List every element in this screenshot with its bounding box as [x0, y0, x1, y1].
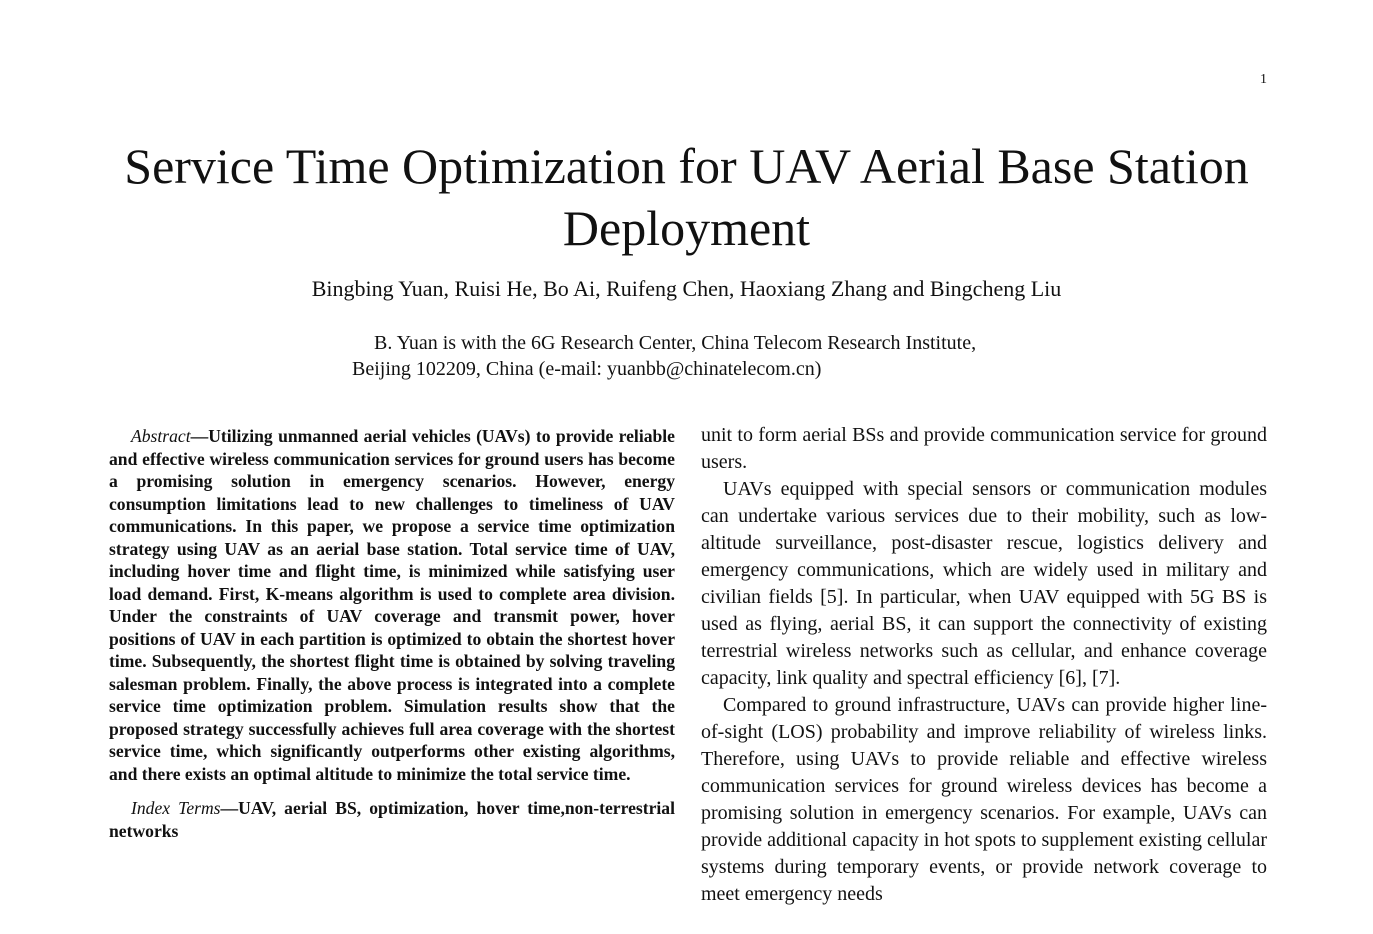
abstract-label: Abstract — [131, 426, 191, 446]
body-paragraph-1: unit to form aerial BSs and provide communication service for ground users. — [701, 424, 1267, 473]
index-terms-text: UAV, aerial BS, optimization, hover time,non-terrestrial networks — [109, 798, 675, 841]
author-list: Bingbing Yuan, Ruisi He, Bo Ai, Ruifeng Chen, Haoxiang Zhang and Bingcheng Liu — [311, 276, 1062, 301]
page-number: 1 — [1260, 72, 1267, 87]
index-terms-label: Index Terms — [131, 798, 221, 818]
paper-title: Service Time Optimization for UAV Aerial Base Station Deployment — [124, 138, 1249, 256]
affiliation-line-2: Beijing 102209, China (e-mail: yuanbb@chinatelecom.cn) — [352, 358, 822, 380]
body-paragraph-3: Compared to ground infrastructure, UAVs can provide higher line-of-sight (LOS) probability and improve reliability of wireless links. Therefore, using UAVs to provide reliable and effective wireless communication services for ground wireless devices has become a promising solution in emergency scenarios. For example, UAVs can provide additional capacity in hot spots to supplement existing cellular systems during temporary events, or provide network coverage to meet emergency needs — [701, 694, 1267, 905]
affiliation-block — [352, 330, 1112, 382]
body-paragraph-2: UAVs equipped with special sensors or communication modules can undertake various services due to their mobility, such as low-altitude surveillance, post-disaster rescue, logistics delivery and emergency communications, which are widely used in military and civilian fields [5]. In particular, when UAV equipped with 5G BS is used as flying, aerial BS, it can support the connectivity of existing terrestrial wireless networks such as cellular, and enhance coverage capacity, link quality and spectral efficiency [6], [7]. — [701, 478, 1267, 689]
left-column — [109, 425, 675, 842]
index-terms-paragraph — [109, 797, 675, 842]
right-column — [701, 422, 1267, 908]
abstract-dash: — — [190, 426, 209, 446]
abstract-text: Utilizing unmanned aerial vehicles (UAVs) to provide reliable and effective wireless communication services for ground users has become a promising solution in emergency scenarios. However, energy consumption limitations lead to new challenges to timeliness of UAV communications. In this paper, we propose a service time optimization strategy using UAV as an aerial base station. Total service time of UAV, including hover time and flight time, is minimized while satisfying user load demand. First, K-means algorithm is used to complete area division. Under the constraints of UAV coverage and transmit power, hover positions of UAV in each partition is optimized to obtain the shortest hover time. Subsequently, the shortest flight time is obtained by solving traveling salesman problem. Finally, the above process is integrated into a complete service time optimization problem. Simulation results show that the proposed strategy successfully achieves full area coverage with the shortest service time, which significantly outperforms other existing algorithms, and there exists an optimal altitude to minimize the total service time. — [109, 426, 675, 784]
abstract-paragraph — [109, 425, 675, 785]
index-terms-dash: — — [220, 798, 239, 818]
affiliation-line-1: B. Yuan is with the 6G Research Center, China Telecom Research Institute, — [374, 332, 977, 354]
